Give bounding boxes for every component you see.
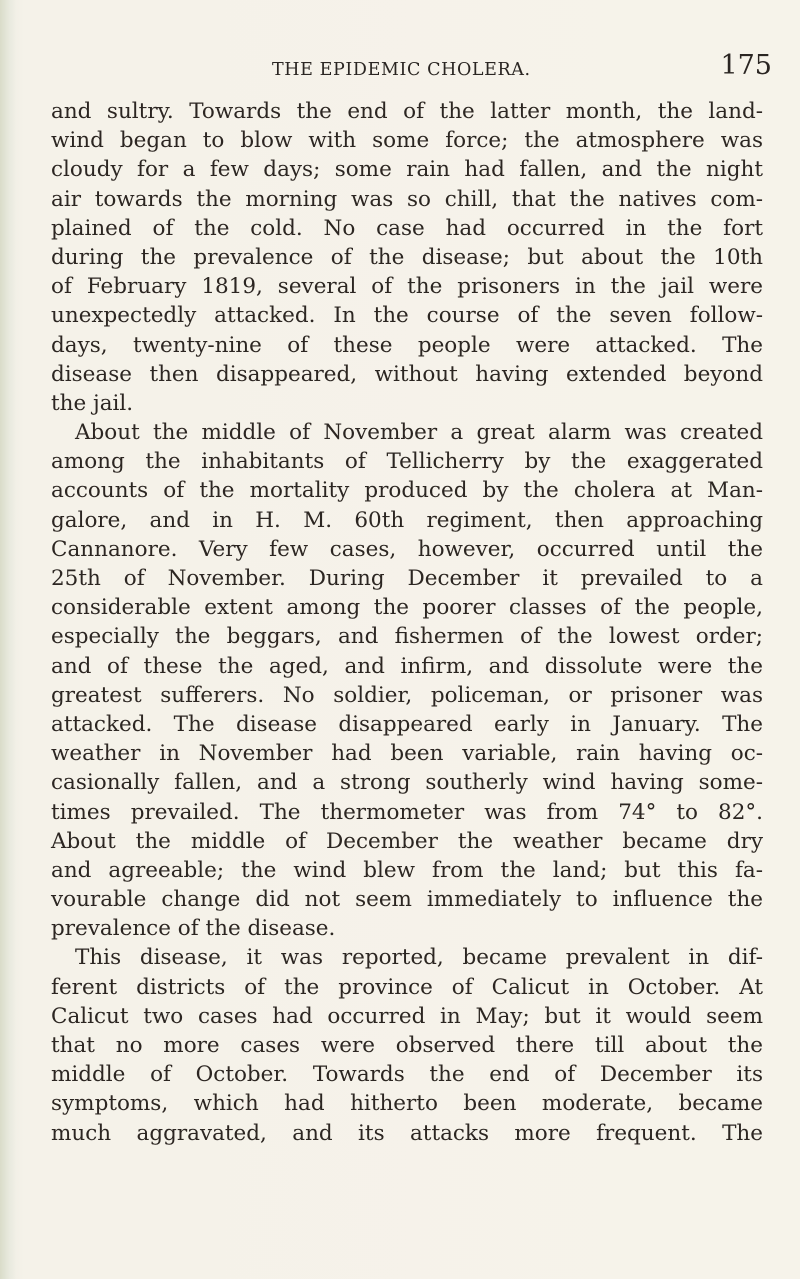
text-line: greatest sufferers. No soldier, policeman, or prisoner was [51,682,763,708]
text-line: considerable extent among the poorer classes of the people, [51,595,763,621]
text-line: the jail. [51,390,134,416]
text-line: prevalence of the disease. [51,916,336,942]
text-line: attacked. The disease disappeared early in January. The [51,711,763,737]
page-spine-shadow [0,0,16,1279]
text-line: About the middle of November a great alarm was created [75,420,763,446]
text-line: Calicut two cases had occurred in May; but it would seem [51,1003,763,1029]
text-line: unexpectedly attacked. In the course of the seven follow- [51,303,763,329]
text-line: galore, and in H. M. 60th regiment, then approaching [51,507,763,533]
running-title: THE EPIDEMIC CHOLERA. [272,60,531,80]
text-line: that no more cases were observed there till about the [51,1033,763,1058]
text-line: 25th of November. During December it prevailed to a [51,566,763,591]
text-line: middle of October. Towards the end of December its [51,1062,763,1088]
text-line: disease then disappeared, without having extended beyond [51,361,763,387]
text-line: accounts of the mortality produced by the cholera at Man- [51,478,763,504]
page-header [272,50,772,84]
text-line: during the prevalence of the disease; but about the 10th [51,244,763,270]
text-line: and sultry. Towards the end of the latter month, the land- [51,99,763,124]
text-line: and agreeable; the wind blew from the land; but this fa- [51,857,763,883]
text-line: wind began to blow with some force; the atmosphere was [51,128,763,154]
text-line: days, twenty-nine of these people were attacked. The [51,332,763,358]
text-line: times prevailed. The thermometer was from 74° to 82°. [51,799,763,825]
text-line: cloudy for a few days; some rain had fallen, and the night [51,157,763,183]
page-number: 175 [720,50,772,81]
body-text [51,97,763,1148]
text-line: among the inhabitants of Tellicherry by the exaggerated [51,449,763,475]
text-line: and of these the aged, and infirm, and dissolute were the [51,653,763,679]
text-line: weather in November had been variable, rain having oc- [51,741,763,767]
text-line: About the middle of December the weather became dry [51,828,763,854]
text-line: much aggravated, and its attacks more frequent. The [51,1120,763,1146]
text-line: air towards the morning was so chill, that the natives com- [51,186,763,212]
text-line: vourable change did not seem immediately to influence the [51,887,763,913]
text-line: ferent districts of the province of Calicut in October. At [51,974,763,1000]
text-line: of February 1819, several of the prisoners in the jail were [51,274,763,300]
text-line: casionally fallen, and a strong southerly wind having some- [51,770,763,796]
text-line: especially the beggars, and fishermen of the lowest order; [51,624,763,650]
text-line: plained of the cold. No case had occurred in the fort [51,215,763,241]
text-line: symptoms, which had hitherto been moderate, became [51,1091,763,1117]
text-line: Cannanore. Very few cases, however, occurred until the [51,536,763,562]
text-line: This disease, it was reported, became prevalent in dif- [75,945,763,971]
